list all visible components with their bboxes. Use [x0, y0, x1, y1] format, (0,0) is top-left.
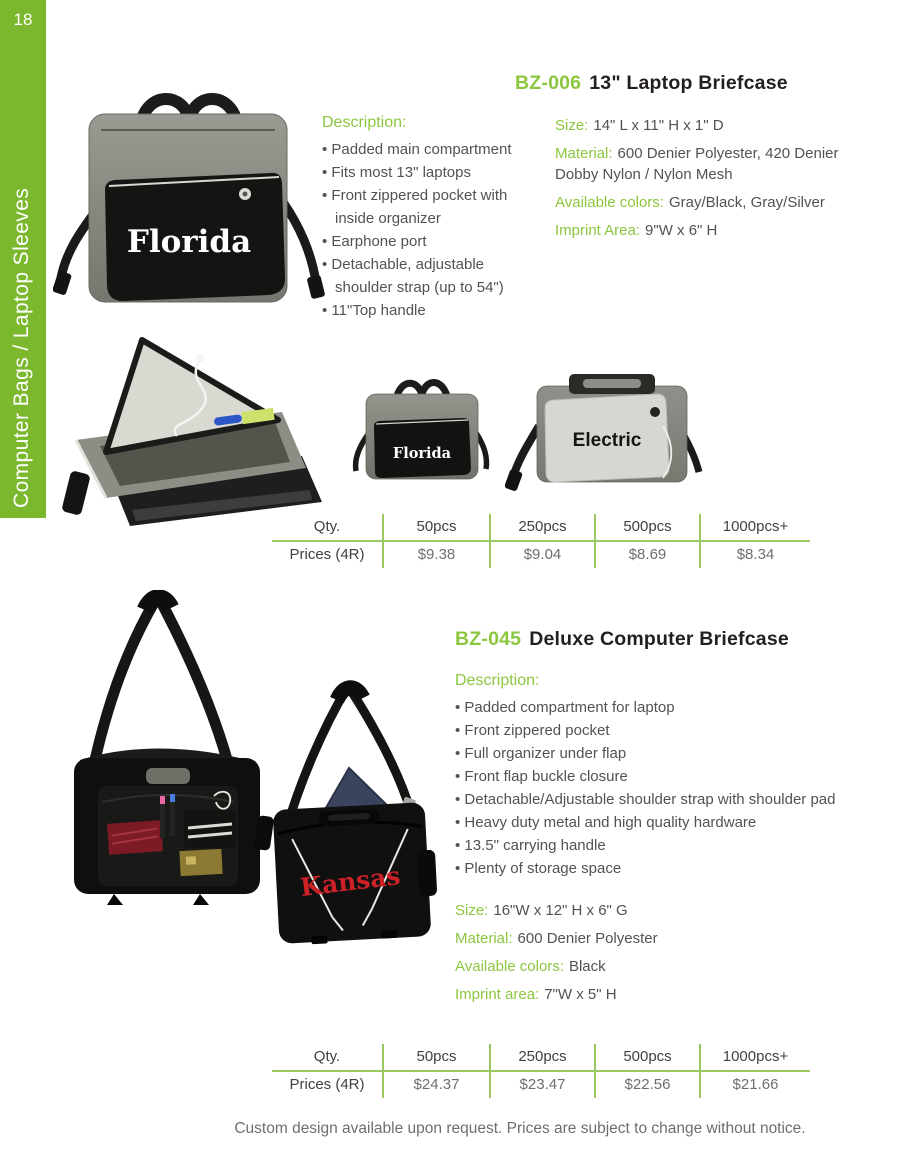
- pricing-price: $22.56: [594, 1072, 699, 1098]
- imprint-text-florida-main: Florida: [126, 224, 252, 260]
- product-photo-bz006-open: [48, 328, 336, 530]
- description-item: • 13.5" carrying handle: [455, 834, 865, 857]
- product-photo-bz006-graysilver: [505, 364, 710, 494]
- pricing-qty-header: Qty.: [272, 514, 382, 542]
- specs-bz045: [455, 900, 855, 1012]
- description-bz045: [455, 672, 865, 880]
- description-bz006: [322, 114, 528, 322]
- pricing-price: $8.34: [699, 542, 810, 568]
- spec-size: Size: 14" L x 11" H x 1" D: [555, 117, 724, 134]
- description-item: • Plenty of storage space: [455, 857, 865, 880]
- description-item: • Heavy duty metal and high quality hardware: [455, 811, 865, 834]
- page-number: 18: [13, 10, 33, 29]
- spec-imprint: Imprint area: 7"W x 5" H: [455, 986, 617, 1003]
- pricing-price: $8.69: [594, 542, 699, 568]
- pricing-table-bz045: [272, 1044, 810, 1098]
- pricing-table-bz006: [272, 514, 810, 568]
- pricing-tier: 250pcs: [489, 1044, 594, 1072]
- imprint-text-kansas: Kansas: [298, 861, 402, 903]
- description-item: • Earphone port: [322, 230, 528, 253]
- pricing-price: $9.04: [489, 542, 594, 568]
- description-item: • Detachable, adjustable shoulder strap (up to 54"): [322, 253, 528, 299]
- description-item: • Detachable/Adjustable shoulder strap with shoulder pad: [455, 788, 865, 811]
- pricing-tier: 50pcs: [382, 1044, 489, 1072]
- pricing-tier: 500pcs: [594, 1044, 699, 1072]
- description-item: • Padded compartment for laptop: [455, 696, 865, 719]
- pricing-price: $21.66: [699, 1072, 810, 1098]
- spec-colors: Available colors: Black: [455, 958, 606, 975]
- description-item: • 11"Top handle: [322, 299, 528, 322]
- imprint-text-electric: Electric: [572, 430, 642, 451]
- description-item: • Padded main compartment: [322, 138, 528, 161]
- product-name: 13" Laptop Briefcase: [589, 72, 788, 94]
- sidebar-category-label: Computer Bags / Laptop Sleeves: [10, 187, 33, 508]
- product-header-bz006: [515, 72, 788, 95]
- description-label: Description:: [455, 672, 540, 689]
- description-list: [322, 138, 528, 322]
- spec-colors: Available colors: Gray/Black, Gray/Silver: [555, 194, 825, 211]
- pricing-tier: 1000pcs+: [699, 1044, 810, 1072]
- product-photo-bz045-open: [42, 590, 274, 906]
- description-item: • Front zippered pocket with inside organizer: [322, 184, 528, 230]
- spec-material: Material: 600 Denier Polyester, 420 Denier Dobby Nylon / Nylon Mesh: [555, 145, 839, 183]
- imprint-text-florida-small: Florida: [392, 445, 452, 462]
- product-photo-bz006-main: [53, 80, 325, 330]
- pricing-row-label: Prices (4R): [289, 1076, 365, 1093]
- pricing-tier: 250pcs: [489, 514, 594, 542]
- specs-bz006: [555, 115, 855, 248]
- description-item: • Fits most 13" laptops: [322, 161, 528, 184]
- pricing-price: $24.37: [382, 1072, 489, 1098]
- description-item: • Full organizer under flap: [455, 742, 865, 765]
- product-name: Deluxe Computer Briefcase: [529, 628, 789, 650]
- sidebar: [0, 0, 46, 518]
- product-header-bz045: [455, 628, 789, 651]
- spec-imprint: Imprint Area: 9"W x 6" H: [555, 222, 718, 239]
- pricing-price: $23.47: [489, 1072, 594, 1098]
- description-list: [455, 696, 865, 880]
- description-item: • Front zippered pocket: [455, 719, 865, 742]
- pricing-tier: 1000pcs+: [699, 514, 810, 542]
- product-photo-bz045-kansas: [252, 678, 444, 966]
- description-label: Description:: [322, 114, 407, 131]
- spec-size: Size: 16"W x 12" H x 6" G: [455, 902, 628, 919]
- pricing-tier: 500pcs: [594, 514, 699, 542]
- description-item: • Front flap buckle closure: [455, 765, 865, 788]
- product-code: BZ-045: [455, 628, 522, 650]
- spec-material: Material: 600 Denier Polyester: [455, 930, 658, 947]
- pricing-price: $9.38: [382, 542, 489, 568]
- footer-note: Custom design available upon request. Prices are subject to change without notice.: [234, 1120, 806, 1137]
- product-code: BZ-006: [515, 72, 582, 94]
- pricing-row-label: Prices (4R): [289, 546, 365, 563]
- pricing-tier: 50pcs: [382, 514, 489, 542]
- product-photo-bz006-grayblack: [348, 370, 496, 484]
- pricing-qty-header: Qty.: [272, 1044, 382, 1072]
